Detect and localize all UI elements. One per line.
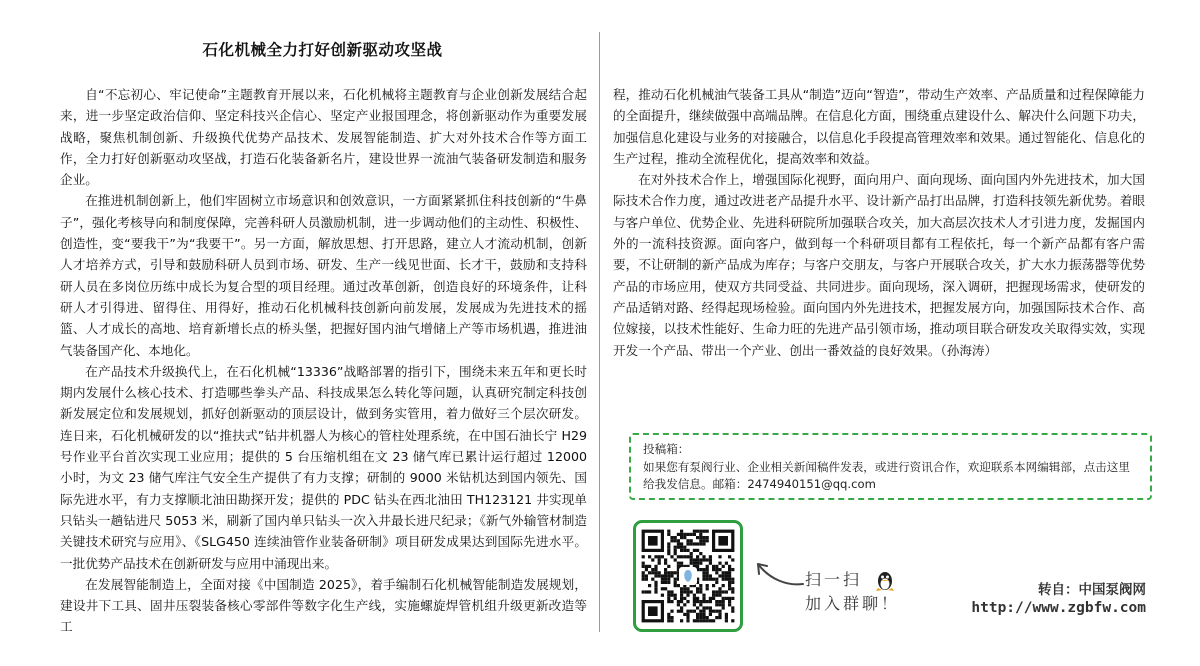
scan-line-2: 加入群聊！ bbox=[805, 594, 901, 613]
qq-penguin-icon bbox=[874, 568, 896, 592]
qr-code bbox=[633, 520, 743, 632]
article-paragraph: 在发展智能制造上，全面对接《中国制造 2025》，着手编制石化机械智能制造发展规划，建设井下工具、固井压裂装备核心零部件等数字化生产线，实施螺旋焊管机组升级更新改造等工 bbox=[60, 576, 587, 635]
pointer-arrow-icon bbox=[748, 552, 808, 592]
article-paragraph: 在推进机制创新上，他们牢固树立市场意识和创效意识，一方面紧紧抓住科技创新的“牛鼻子”，强化考核导向和制度保障，完善科研人员激励机制，进一步调动他们的主动性、积极性、创造性，变“要我干”为“我要干”。另一方面，解放思想、打开思路，建立人才流动机制，创新人才培养方式，引导和鼓励科研人员到市场、研发、生产一线见世面、长才干，鼓励和支持科研人员在多岗位历练中成长为复合型的项目经理。通过改革创新，创造良好的环境条件，让科研人才引得进、留得住、用得好，推动石化机械科技创新向前发展，发展成为先进技术的摇篮、人才成长的高地、培育新增长点的桥头堡，把握好国内油气增储上产等市场机遇，推进油气装备国产化、本地化。 bbox=[60, 193, 587, 358]
article-paragraph: 自“不忘初心、牢记使命”主题教育开展以来，石化机械将主题教育与企业创新发展结合起来，进一步坚定政治信仰、坚定科技兴企信心、坚定产业报国理念，将创新驱动作为重要发展战略，聚焦机制创新、升级换代优势产品技术、发展智能制造、扩大对外技术合作等方面工作，全力打好创新驱动攻坚战，打造石化装备新名片，建设世界一流油气装备研发制造和服务企业。 bbox=[60, 87, 587, 188]
column-divider bbox=[599, 32, 600, 632]
source-label: 转自：中国泵阀网 bbox=[1038, 582, 1146, 598]
submission-box[interactable] bbox=[629, 433, 1152, 500]
scan-line-1: 扫一扫 bbox=[805, 570, 863, 589]
article-column-right bbox=[613, 84, 1145, 361]
qr-code-image bbox=[636, 523, 740, 629]
submission-heading: 投稿箱： bbox=[643, 442, 690, 456]
article-paragraph: 在产品技术升级换代上，在石化机械“13336”战略部署的指引下，围绕未来五年和更长时期内发展什么核心技术、打造哪些拳头产品、科技成果怎么转化等问题，认真研究制定科技创新发展定位和发展规划，抓好创新驱动的顶层设计，做到务实管用，着力做好三个层次研发。连日来，石化机械研发的以“推扶式”钻井机器人为核心的管柱处理系统，在中国石油长宁 H29 号作业平台首次实现工业应用；提供的 5 台压缩机组在文 23 储气库已累计运行超过 12000 小时，为文 23 储气库注气安全生产提供了有力支撑；研制的 9000 米钻机达到国内领先、国际先进水平，有力支撑顺北油田勘探开发；提供的 PDC 钻头在西北油田 TH123121 井实现单只钻头一趟钻进尺 5053 米，刷新了国内单只钻头一次入井最长进尺纪录；《新气外输管材制造关键技术研究与应用》、《SLG450 连续油管作业装备研制》项目研发成果达到国际先进水平。一批优势产品技术在创新研发与应用中涌现出来。 bbox=[60, 363, 587, 571]
article-paragraph: 在对外技术合作上，增强国际化视野，面向用户、面向现场、面向国内外先进技术，加大国际技术合作力度，通过改进老产品提升水平、设计新产品打出品牌，打造科技领先新优势。着眼与客户单位、优势企业、先进科研院所加强联合攻关，加大高层次技术人才引进力度，发掘国内外的一流科技资源。面向客户，做到每一个科研项目都有工程依托，每一个新产品都有客户需要，不让研制的新产品成为库存；与客户交朋友，与客户开展联合攻关，扩大水力振荡器等优势产品的市场应用，使双方共同受益、共同进步。面向现场，深入调研，把握现场需求，使研发的产品适销对路、经得起现场检验。面向国内外先进技术，把握发展方向，加强国际技术合作、高位嫁接，以技术性能好、生命力旺的先进产品引领市场，推动项目联合研发攻关取得实效，实现开发一个产品、带出一个产业、创出一番效益的良好效果。（孙海涛） bbox=[613, 172, 1145, 358]
article-column-left bbox=[60, 84, 587, 638]
submission-body[interactable]: 如果您有泵阀行业、企业相关新闻稿件发表，或进行资讯合作，欢迎联系本网编辑部，点击这里给我发信息。邮箱：2474940151@qq.com bbox=[643, 459, 1130, 491]
source-url-link[interactable]: http://www.zgbfw.com bbox=[971, 600, 1146, 616]
article-paragraph-continued: 程，推动石化机械油气装备工具从“制造”迈向“智造”，带动生产效率、产品质量和过程保障能力的全面提升，继续做强中高端品牌。在信息化方面，围绕重点建设什么、解决什么问题下功夫，加强信息化建设与业务的对接融合，以信息化手段提高管理效率和效果。通过智能化、信息化的生产过程，推动全流程优化，提高效率和效益。 bbox=[613, 87, 1145, 166]
article-title: 石化机械全力打好创新驱动攻坚战 bbox=[202, 41, 443, 59]
